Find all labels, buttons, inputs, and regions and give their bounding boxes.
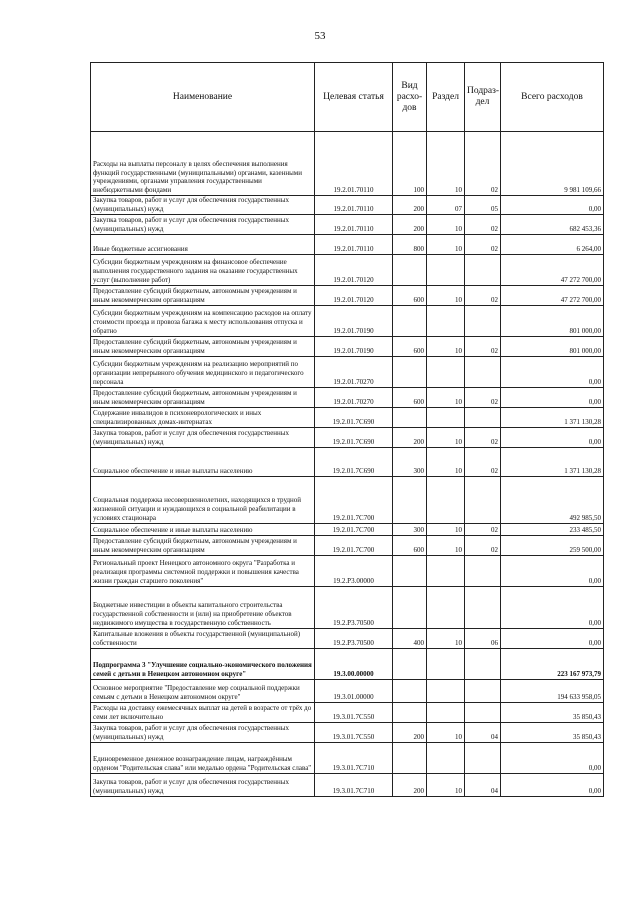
row-article: 19.2.01.70120	[315, 285, 393, 305]
row-section: 10	[427, 387, 465, 407]
row-subsection: 02	[465, 447, 501, 476]
row-amount: 0,00	[501, 555, 604, 586]
row-section	[427, 555, 465, 586]
table-row	[91, 387, 604, 407]
table-row	[91, 407, 604, 427]
table-row	[91, 476, 604, 523]
row-amount: 0,00	[501, 773, 604, 796]
row-section: 10	[427, 535, 465, 555]
row-subsection: 02	[465, 336, 501, 356]
row-amount: 801 000,00	[501, 336, 604, 356]
row-section: 10	[427, 628, 465, 648]
row-article: 19.2.01.70120	[315, 254, 393, 285]
table-row	[91, 356, 604, 387]
row-amount: 492 985,50	[501, 476, 604, 523]
row-name: Социальная поддержка несовершеннолетних, находящихся в трудной жизненной ситуации и нуждающихся в социальной реабилитации в условиях стационара	[91, 476, 315, 523]
row-section	[427, 476, 465, 523]
row-section	[427, 742, 465, 773]
header-section: Раздел	[427, 63, 465, 132]
row-name: Предоставление субсидий бюджетным, автономным учреждениям и иным некоммерческим организациям	[91, 535, 315, 555]
table-row	[91, 427, 604, 447]
row-name: Социальное обеспечение и иные выплаты населению	[91, 447, 315, 476]
table-row	[91, 628, 604, 648]
table-row	[91, 722, 604, 742]
row-name: Региональный проект Ненецкого автономного округа "Разработка и реализация программы системной поддержки и повышения качества жизни граждан старшего поколения"	[91, 555, 315, 586]
row-section: 10	[427, 773, 465, 796]
row-section: 10	[427, 285, 465, 305]
row-article: 19.3.01.7С710	[315, 742, 393, 773]
row-subsection	[465, 648, 501, 679]
row-amount: 0,00	[501, 586, 604, 628]
row-name: Субсидии бюджетным учреждениям на финансовое обеспечение выполнения государственного задания на оказание государственных услуг (выполнение работ)	[91, 254, 315, 285]
row-expense-type: 100	[393, 132, 427, 196]
row-subsection: 04	[465, 773, 501, 796]
row-section	[427, 254, 465, 285]
row-amount: 47 272 700,00	[501, 285, 604, 305]
row-amount: 0,00	[501, 196, 604, 215]
row-name: Расходы на выплаты персоналу в целях обеспечения выполнения функций государственными (муниципальными) органами, казенными учреждениями, органами управления государственными внебюджетными фондами	[91, 132, 315, 196]
row-name: Расходы на доставку ежемесячных выплат на детей в возрасте от трёх до семи лет включительно	[91, 702, 315, 722]
table-header	[91, 63, 604, 132]
table-row	[91, 742, 604, 773]
row-amount: 0,00	[501, 628, 604, 648]
row-subsection: 04	[465, 722, 501, 742]
row-article: 19.2.01.70270	[315, 356, 393, 387]
row-section: 10	[427, 234, 465, 254]
row-article: 19.2.01.7С690	[315, 407, 393, 427]
row-expense-type	[393, 407, 427, 427]
row-amount: 35 850,43	[501, 722, 604, 742]
row-subsection	[465, 476, 501, 523]
table-row	[91, 305, 604, 336]
row-expense-type: 400	[393, 628, 427, 648]
row-amount: 35 850,43	[501, 702, 604, 722]
row-subsection	[465, 586, 501, 628]
row-expense-type	[393, 305, 427, 336]
row-subsection: 02	[465, 387, 501, 407]
row-subsection: 02	[465, 234, 501, 254]
row-expense-type	[393, 742, 427, 773]
row-section: 10	[427, 427, 465, 447]
row-expense-type: 200	[393, 722, 427, 742]
row-amount: 223 167 973,79	[501, 648, 604, 679]
row-article: 19.2.01.70110	[315, 214, 393, 234]
row-name: Основное мероприятие "Предоставление мер социальной поддержки семьям с детьми в Ненецком автономном округе"	[91, 679, 315, 702]
row-article: 19.2.01.7С700	[315, 476, 393, 523]
row-article: 19.3.01.7С550	[315, 722, 393, 742]
table-row	[91, 214, 604, 234]
row-amount: 0,00	[501, 427, 604, 447]
row-name: Предоставление субсидий бюджетным, автономным учреждениям и иным некоммерческим организациям	[91, 336, 315, 356]
table-row	[91, 254, 604, 285]
row-expense-type	[393, 702, 427, 722]
row-subsection: 02	[465, 214, 501, 234]
table-row	[91, 196, 604, 215]
row-article: 19.2.01.7С700	[315, 523, 393, 535]
row-subsection: 06	[465, 628, 501, 648]
table-row	[91, 523, 604, 535]
row-expense-type: 200	[393, 196, 427, 215]
row-section	[427, 407, 465, 427]
row-name: Содержание инвалидов в психоневрологических и иных специализированных домах-интернатах	[91, 407, 315, 427]
row-article: 19.2.01.7С690	[315, 447, 393, 476]
row-article: 19.2.01.70110	[315, 196, 393, 215]
row-section	[427, 679, 465, 702]
row-subsection	[465, 305, 501, 336]
table-row	[91, 648, 604, 679]
row-expense-type: 200	[393, 773, 427, 796]
row-subsection	[465, 742, 501, 773]
row-name: Закупка товаров, работ и услуг для обеспечения государственных (муниципальных) нужд	[91, 214, 315, 234]
row-name: Капитальные вложения в объекты государственной (муниципальной) собственности	[91, 628, 315, 648]
row-expense-type: 600	[393, 285, 427, 305]
row-article: 19.2.01.7С700	[315, 535, 393, 555]
row-section: 07	[427, 196, 465, 215]
table-row	[91, 586, 604, 628]
table-row	[91, 679, 604, 702]
header-expense-type: Вид расхо-дов	[393, 63, 427, 132]
row-name: Бюджетные инвестиции в объекты капитального строительства государственной собственности и (или) на приобретение объектов недвижимого имущества в государственную собственность	[91, 586, 315, 628]
row-expense-type: 200	[393, 427, 427, 447]
row-amount: 47 272 700,00	[501, 254, 604, 285]
row-name: Социальное обеспечение и иные выплаты населению	[91, 523, 315, 535]
row-expense-type	[393, 476, 427, 523]
row-section: 10	[427, 132, 465, 196]
table-row	[91, 132, 604, 196]
row-expense-type: 600	[393, 535, 427, 555]
row-amount: 6 264,00	[501, 234, 604, 254]
row-amount: 9 981 109,66	[501, 132, 604, 196]
table-row	[91, 234, 604, 254]
table-row	[91, 773, 604, 796]
row-article: 19.3.01.7С550	[315, 702, 393, 722]
row-expense-type	[393, 586, 427, 628]
row-subsection: 02	[465, 535, 501, 555]
row-expense-type	[393, 555, 427, 586]
row-article: 19.2.01.70190	[315, 305, 393, 336]
header-name: Наименование	[91, 63, 315, 132]
row-name: Иные бюджетные ассигнования	[91, 234, 315, 254]
row-subsection	[465, 555, 501, 586]
row-name: Закупка товаров, работ и услуг для обеспечения государственных (муниципальных) нужд	[91, 427, 315, 447]
row-article: 19.2.01.70190	[315, 336, 393, 356]
row-section: 10	[427, 722, 465, 742]
row-article: 19.2.01.70270	[315, 387, 393, 407]
row-amount: 682 453,36	[501, 214, 604, 234]
row-subsection	[465, 702, 501, 722]
header-article: Целевая статья	[315, 63, 393, 132]
row-expense-type	[393, 356, 427, 387]
table-row	[91, 702, 604, 722]
row-amount: 259 500,00	[501, 535, 604, 555]
row-section: 10	[427, 447, 465, 476]
header-subsection: Подраз-дел	[465, 63, 501, 132]
row-expense-type: 300	[393, 523, 427, 535]
row-name: Закупка товаров, работ и услуг для обеспечения государственных (муниципальных) нужд	[91, 773, 315, 796]
row-section	[427, 356, 465, 387]
row-article: 19.2.Р3.70500	[315, 586, 393, 628]
row-name: Единовременное денежное вознаграждение лицам, награждённым орденом "Родительская слава" или медалью ордена "Родительская слава"	[91, 742, 315, 773]
budget-table	[90, 62, 604, 797]
row-amount: 801 000,00	[501, 305, 604, 336]
row-section: 10	[427, 523, 465, 535]
header-total: Всего расходов	[501, 63, 604, 132]
row-subsection	[465, 407, 501, 427]
row-subsection: 05	[465, 196, 501, 215]
row-section	[427, 586, 465, 628]
row-subsection: 02	[465, 132, 501, 196]
table-row	[91, 285, 604, 305]
row-article: 19.3.00.00000	[315, 648, 393, 679]
row-expense-type	[393, 648, 427, 679]
table-row	[91, 447, 604, 476]
table-row	[91, 336, 604, 356]
row-name: Подпрограмма 3 "Улучшение социально-экономического положения семей с детьми в Ненецком автономном округе"	[91, 648, 315, 679]
row-article: 19.3.01.7С710	[315, 773, 393, 796]
row-subsection	[465, 254, 501, 285]
row-amount: 0,00	[501, 356, 604, 387]
row-subsection: 02	[465, 285, 501, 305]
row-article: 19.2.01.70110	[315, 234, 393, 254]
row-amount: 1 371 130,28	[501, 407, 604, 427]
row-expense-type	[393, 679, 427, 702]
row-section: 10	[427, 336, 465, 356]
table-row	[91, 555, 604, 586]
row-article: 19.2.Р3.00000	[315, 555, 393, 586]
row-expense-type: 300	[393, 447, 427, 476]
row-article: 19.2.01.70110	[315, 132, 393, 196]
row-amount: 0,00	[501, 387, 604, 407]
row-article: 19.2.Р3.70500	[315, 628, 393, 648]
row-name: Предоставление субсидий бюджетным, автономным учреждениям и иным некоммерческим организациям	[91, 285, 315, 305]
row-section	[427, 305, 465, 336]
row-article: 19.3.01.00000	[315, 679, 393, 702]
row-section: 10	[427, 214, 465, 234]
row-subsection: 02	[465, 427, 501, 447]
row-subsection	[465, 679, 501, 702]
table-row	[91, 535, 604, 555]
row-expense-type: 600	[393, 387, 427, 407]
row-amount: 0,00	[501, 742, 604, 773]
row-expense-type: 200	[393, 214, 427, 234]
row-expense-type	[393, 254, 427, 285]
row-expense-type: 600	[393, 336, 427, 356]
row-name: Закупка товаров, работ и услуг для обеспечения государственных (муниципальных) нужд	[91, 196, 315, 215]
row-name: Предоставление субсидий бюджетным, автономным учреждениям и иным некоммерческим организациям	[91, 387, 315, 407]
row-expense-type: 800	[393, 234, 427, 254]
row-name: Субсидии бюджетным учреждениям на компенсацию расходов на оплату стоимости проезда и провоза багажа к месту использования отпуска и обратно	[91, 305, 315, 336]
page-number: 53	[314, 30, 326, 42]
row-amount: 1 371 130,28	[501, 447, 604, 476]
row-article: 19.2.01.7С690	[315, 427, 393, 447]
row-name: Закупка товаров, работ и услуг для обеспечения государственных (муниципальных) нужд	[91, 722, 315, 742]
row-subsection: 02	[465, 523, 501, 535]
row-section	[427, 648, 465, 679]
row-section	[427, 702, 465, 722]
row-subsection	[465, 356, 501, 387]
row-name: Субсидии бюджетным учреждениям на реализацию мероприятий по организации непрерывного обучения медицинского и педагогического персонала	[91, 356, 315, 387]
table-body	[91, 132, 604, 797]
row-amount: 233 485,50	[501, 523, 604, 535]
row-amount: 194 633 958,05	[501, 679, 604, 702]
